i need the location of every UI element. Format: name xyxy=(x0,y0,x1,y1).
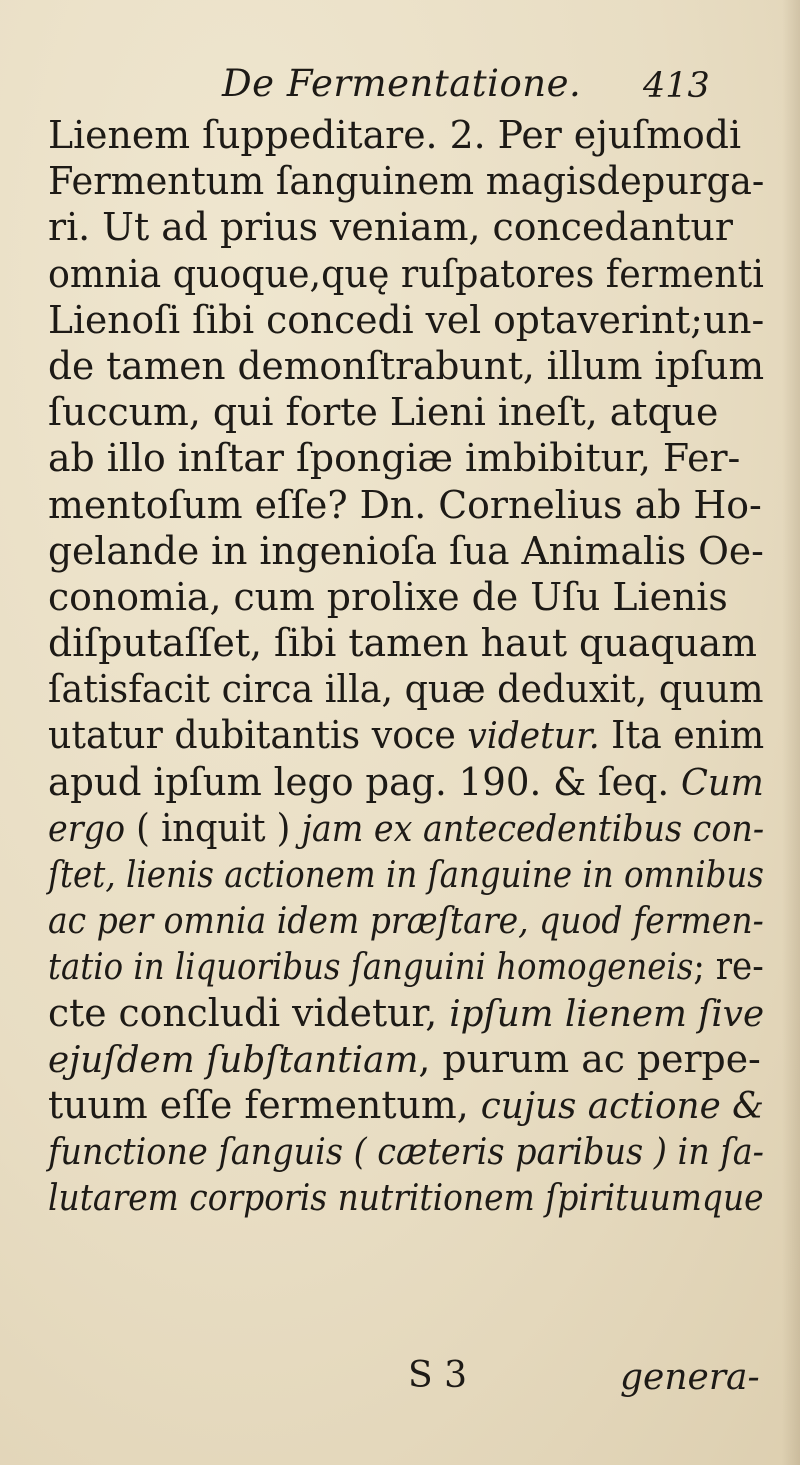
catchword: genera- xyxy=(620,1357,760,1398)
text-segment: utatur dubitantis voce xyxy=(48,713,468,758)
text-segment: apud ipſum lego pag. 190. & ſeq. xyxy=(48,759,681,804)
running-title: De Fermentatione. xyxy=(222,62,582,105)
text-line xyxy=(48,1174,764,1220)
italic-text-segment: cujus actione & xyxy=(480,1085,765,1127)
page-edge-shadow xyxy=(782,0,800,1465)
text-line xyxy=(48,805,765,851)
text-segment: de tamen demonſtrabunt, illum ipſum xyxy=(48,343,765,388)
text-segment: Fermentum ſanguinem magisdepurga- xyxy=(48,159,765,204)
text-line xyxy=(48,158,765,204)
text-segment: Lienem ſuppeditare. 2. Per ejuſmodi xyxy=(48,113,742,157)
text-line xyxy=(48,943,764,989)
text-line xyxy=(48,712,765,758)
text-segment: ( inquit ) xyxy=(125,805,302,850)
text-line xyxy=(48,1082,764,1128)
italic-text-segment: tatio in liquoribus ſanguini homogeneis xyxy=(48,947,694,989)
text-segment: conomia, cum prolixe de Uſu Lienis xyxy=(48,574,728,619)
text-line xyxy=(48,1128,764,1174)
italic-text-segment: ergo xyxy=(48,808,126,850)
body-text xyxy=(48,112,768,1221)
italic-text-segment: ac per omnia idem præſtare, quod fermen- xyxy=(48,901,764,943)
italic-text-segment: Cum xyxy=(680,762,764,804)
text-line xyxy=(48,990,765,1036)
text-line xyxy=(48,620,764,666)
text-segment: ri. Ut ad prius veniam, concedantur xyxy=(48,205,733,250)
text-line xyxy=(48,251,764,297)
text-line xyxy=(48,759,764,805)
text-line xyxy=(48,482,764,528)
text-segment: diſputaſſet, ſibi tamen haut quaquam xyxy=(48,621,757,666)
text-line xyxy=(48,666,764,712)
page-number: 413 xyxy=(643,66,710,106)
text-line xyxy=(48,435,764,481)
text-segment: omnia quoque,quę ruſpatores fermenti xyxy=(48,251,764,296)
italic-text-segment: videtur. xyxy=(467,716,600,758)
text-segment: , purum ac perpe- xyxy=(418,1036,761,1081)
text-segment: Lienoſi ſibi concedi vel optaverint;un- xyxy=(48,297,765,342)
text-segment: ſuccum, qui forte Lieni ineſt, atque xyxy=(48,390,719,435)
italic-text-segment: lutarem corporis nutritionem ſpirituumque xyxy=(48,1178,764,1220)
text-line xyxy=(48,343,765,389)
text-segment: cte concludi videtur, xyxy=(48,990,450,1035)
text-line xyxy=(48,574,764,620)
signature-mark: S 3 xyxy=(408,1355,468,1396)
text-line xyxy=(48,897,764,943)
italic-text-segment: ejuſdem ſubſtantiam xyxy=(48,1039,419,1081)
italic-text-segment: functione ſanguis ( cæteris paribus ) in ſa- xyxy=(48,1132,764,1174)
text-segment: ab illo inſtar ſpongiæ imbibitur, Fer- xyxy=(48,436,741,481)
text-segment: Ita enim xyxy=(599,713,765,758)
italic-text-segment: ſtet, lienis actionem in ſanguine in omnibus xyxy=(48,855,764,896)
text-line xyxy=(48,389,764,435)
text-segment: mentoſum eſſe? Dn. Cornelius ab Ho- xyxy=(48,482,762,527)
italic-text-segment: ipſum lienem ſive xyxy=(449,993,765,1035)
page-header xyxy=(0,62,800,112)
text-line xyxy=(48,528,764,574)
text-segment: ſatisfacit circa illa, quæ deduxit, quum xyxy=(48,667,764,712)
text-line xyxy=(48,1036,764,1082)
text-line xyxy=(48,297,765,343)
page-footer xyxy=(0,1355,800,1415)
text-segment: ; re- xyxy=(693,944,764,989)
italic-text-segment: jam ex antecedentibus con- xyxy=(301,808,765,850)
text-segment: tuum eſſe fermentum, xyxy=(48,1082,481,1127)
text-line xyxy=(48,204,764,250)
text-segment: gelande in ingenioſa ſua Animalis Oe- xyxy=(48,528,764,573)
text-line xyxy=(48,851,764,897)
text-line xyxy=(48,112,764,158)
